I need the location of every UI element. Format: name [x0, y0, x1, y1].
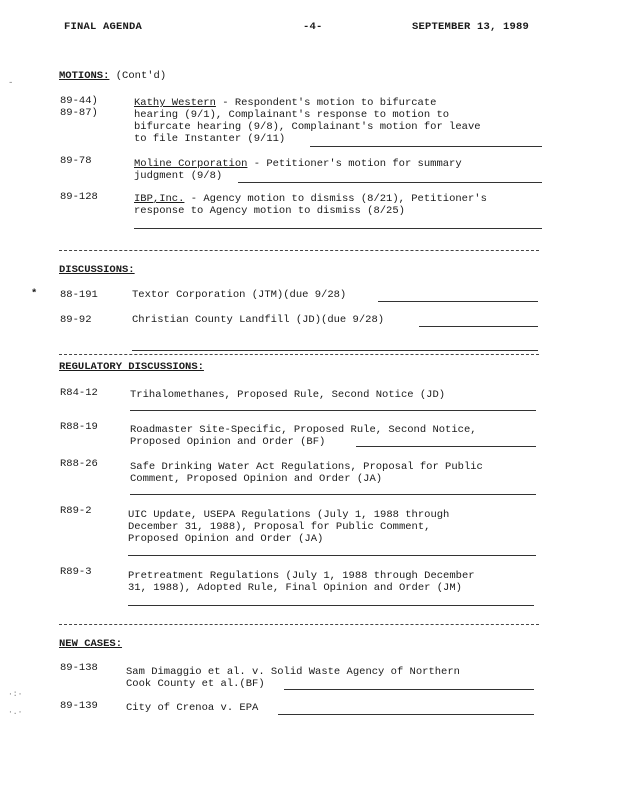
regulatory-docket-number: R88-19	[60, 421, 98, 433]
margin-mark: ·:·	[8, 690, 23, 699]
signature-line	[128, 555, 536, 556]
new-case-number: 89-139	[60, 700, 98, 712]
regulatory-heading: REGULATORY DISCUSSIONS:	[59, 361, 204, 373]
motion-party: IBP,Inc.	[134, 193, 185, 205]
motion-party: Moline Corporation	[134, 158, 248, 170]
signature-line	[356, 446, 536, 447]
signature-line	[378, 301, 538, 302]
regulatory-docket-number: R89-2	[60, 505, 92, 517]
margin-mark: ·.·	[8, 708, 23, 717]
regulatory-description: Roadmaster Site-Specific, Proposed Rule, Second Notice, Proposed Opinion and Order (BF)	[130, 424, 477, 448]
signature-line	[278, 714, 534, 715]
new-case-number: 89-138	[60, 662, 98, 674]
signature-line	[419, 326, 538, 327]
regulatory-docket-number: R89-3	[60, 566, 92, 578]
regulatory-docket-number: R84-12	[60, 387, 98, 399]
discussions-heading: DISCUSSIONS:	[59, 264, 135, 276]
section-divider	[59, 250, 539, 251]
signature-line	[238, 182, 542, 183]
header-date: SEPTEMBER 13, 1989	[412, 21, 530, 33]
discussion-case-number: 88-191	[60, 289, 98, 301]
signature-line	[134, 228, 542, 229]
discussion-description: Textor Corporation (JTM)(due 9/28)	[132, 289, 347, 301]
motion-case-number: 89-128	[60, 191, 98, 203]
signature-line	[284, 689, 534, 690]
section-divider	[59, 354, 539, 355]
signature-line	[130, 494, 536, 495]
discussion-description: Christian County Landfill (JD)(due 9/28)	[132, 314, 385, 326]
new-case-description: City of Crenoa v. EPA	[126, 702, 259, 714]
regulatory-description: UIC Update, USEPA Regulations (July 1, 1988 through December 31, 1988), Proposal for Public Comment, Proposed Opinion and Order (JA)	[128, 509, 450, 545]
header-page-number: -4-	[303, 21, 323, 33]
new-cases-heading: NEW CASES:	[59, 638, 123, 650]
motion-party: Kathy Western	[134, 97, 216, 109]
regulatory-docket-number: R88-26	[60, 458, 98, 470]
signature-line	[132, 350, 538, 351]
motions-heading: MOTIONS: (Cont'd)	[59, 70, 167, 82]
discussion-case-number: 89-92	[60, 314, 92, 326]
section-divider	[59, 624, 539, 625]
motion-case-number: 89-44) 89-87)	[60, 95, 98, 119]
header-title: FINAL AGENDA	[64, 21, 143, 33]
regulatory-description: Safe Drinking Water Act Regulations, Proposal for Public Comment, Proposed Opinion and Order (JA)	[130, 461, 483, 485]
signature-line	[128, 605, 534, 606]
regulatory-description: Trihalomethanes, Proposed Rule, Second Notice (JD)	[130, 389, 446, 401]
priority-marker: *	[31, 288, 38, 300]
motion-description: Moline Corporation - Petitioner's motion for summary judgment (9/8)	[134, 158, 462, 182]
margin-mark: -	[8, 78, 14, 88]
signature-line	[130, 410, 536, 411]
signature-line	[310, 146, 542, 147]
motion-case-number: 89-78	[60, 155, 92, 167]
motion-description: IBP,Inc. - Agency motion to dismiss (8/21), Petitioner's response to Agency motion to dismiss (8/25)	[134, 193, 487, 217]
new-case-description: Sam Dimaggio et al. v. Solid Waste Agency of Northern Cook County et al.(BF)	[126, 666, 460, 690]
motion-description: Kathy Western - Respondent's motion to bifurcate hearing (9/1), Complainant's response to motion to bifurcate hearing (9/8), Complainant's motion for leave to file Instanter (9/11)	[134, 97, 481, 145]
regulatory-description: Pretreatment Regulations (July 1, 1988 through December 31, 1988), Adopted Rule, Final Opinion and Order (JM)	[128, 570, 475, 594]
